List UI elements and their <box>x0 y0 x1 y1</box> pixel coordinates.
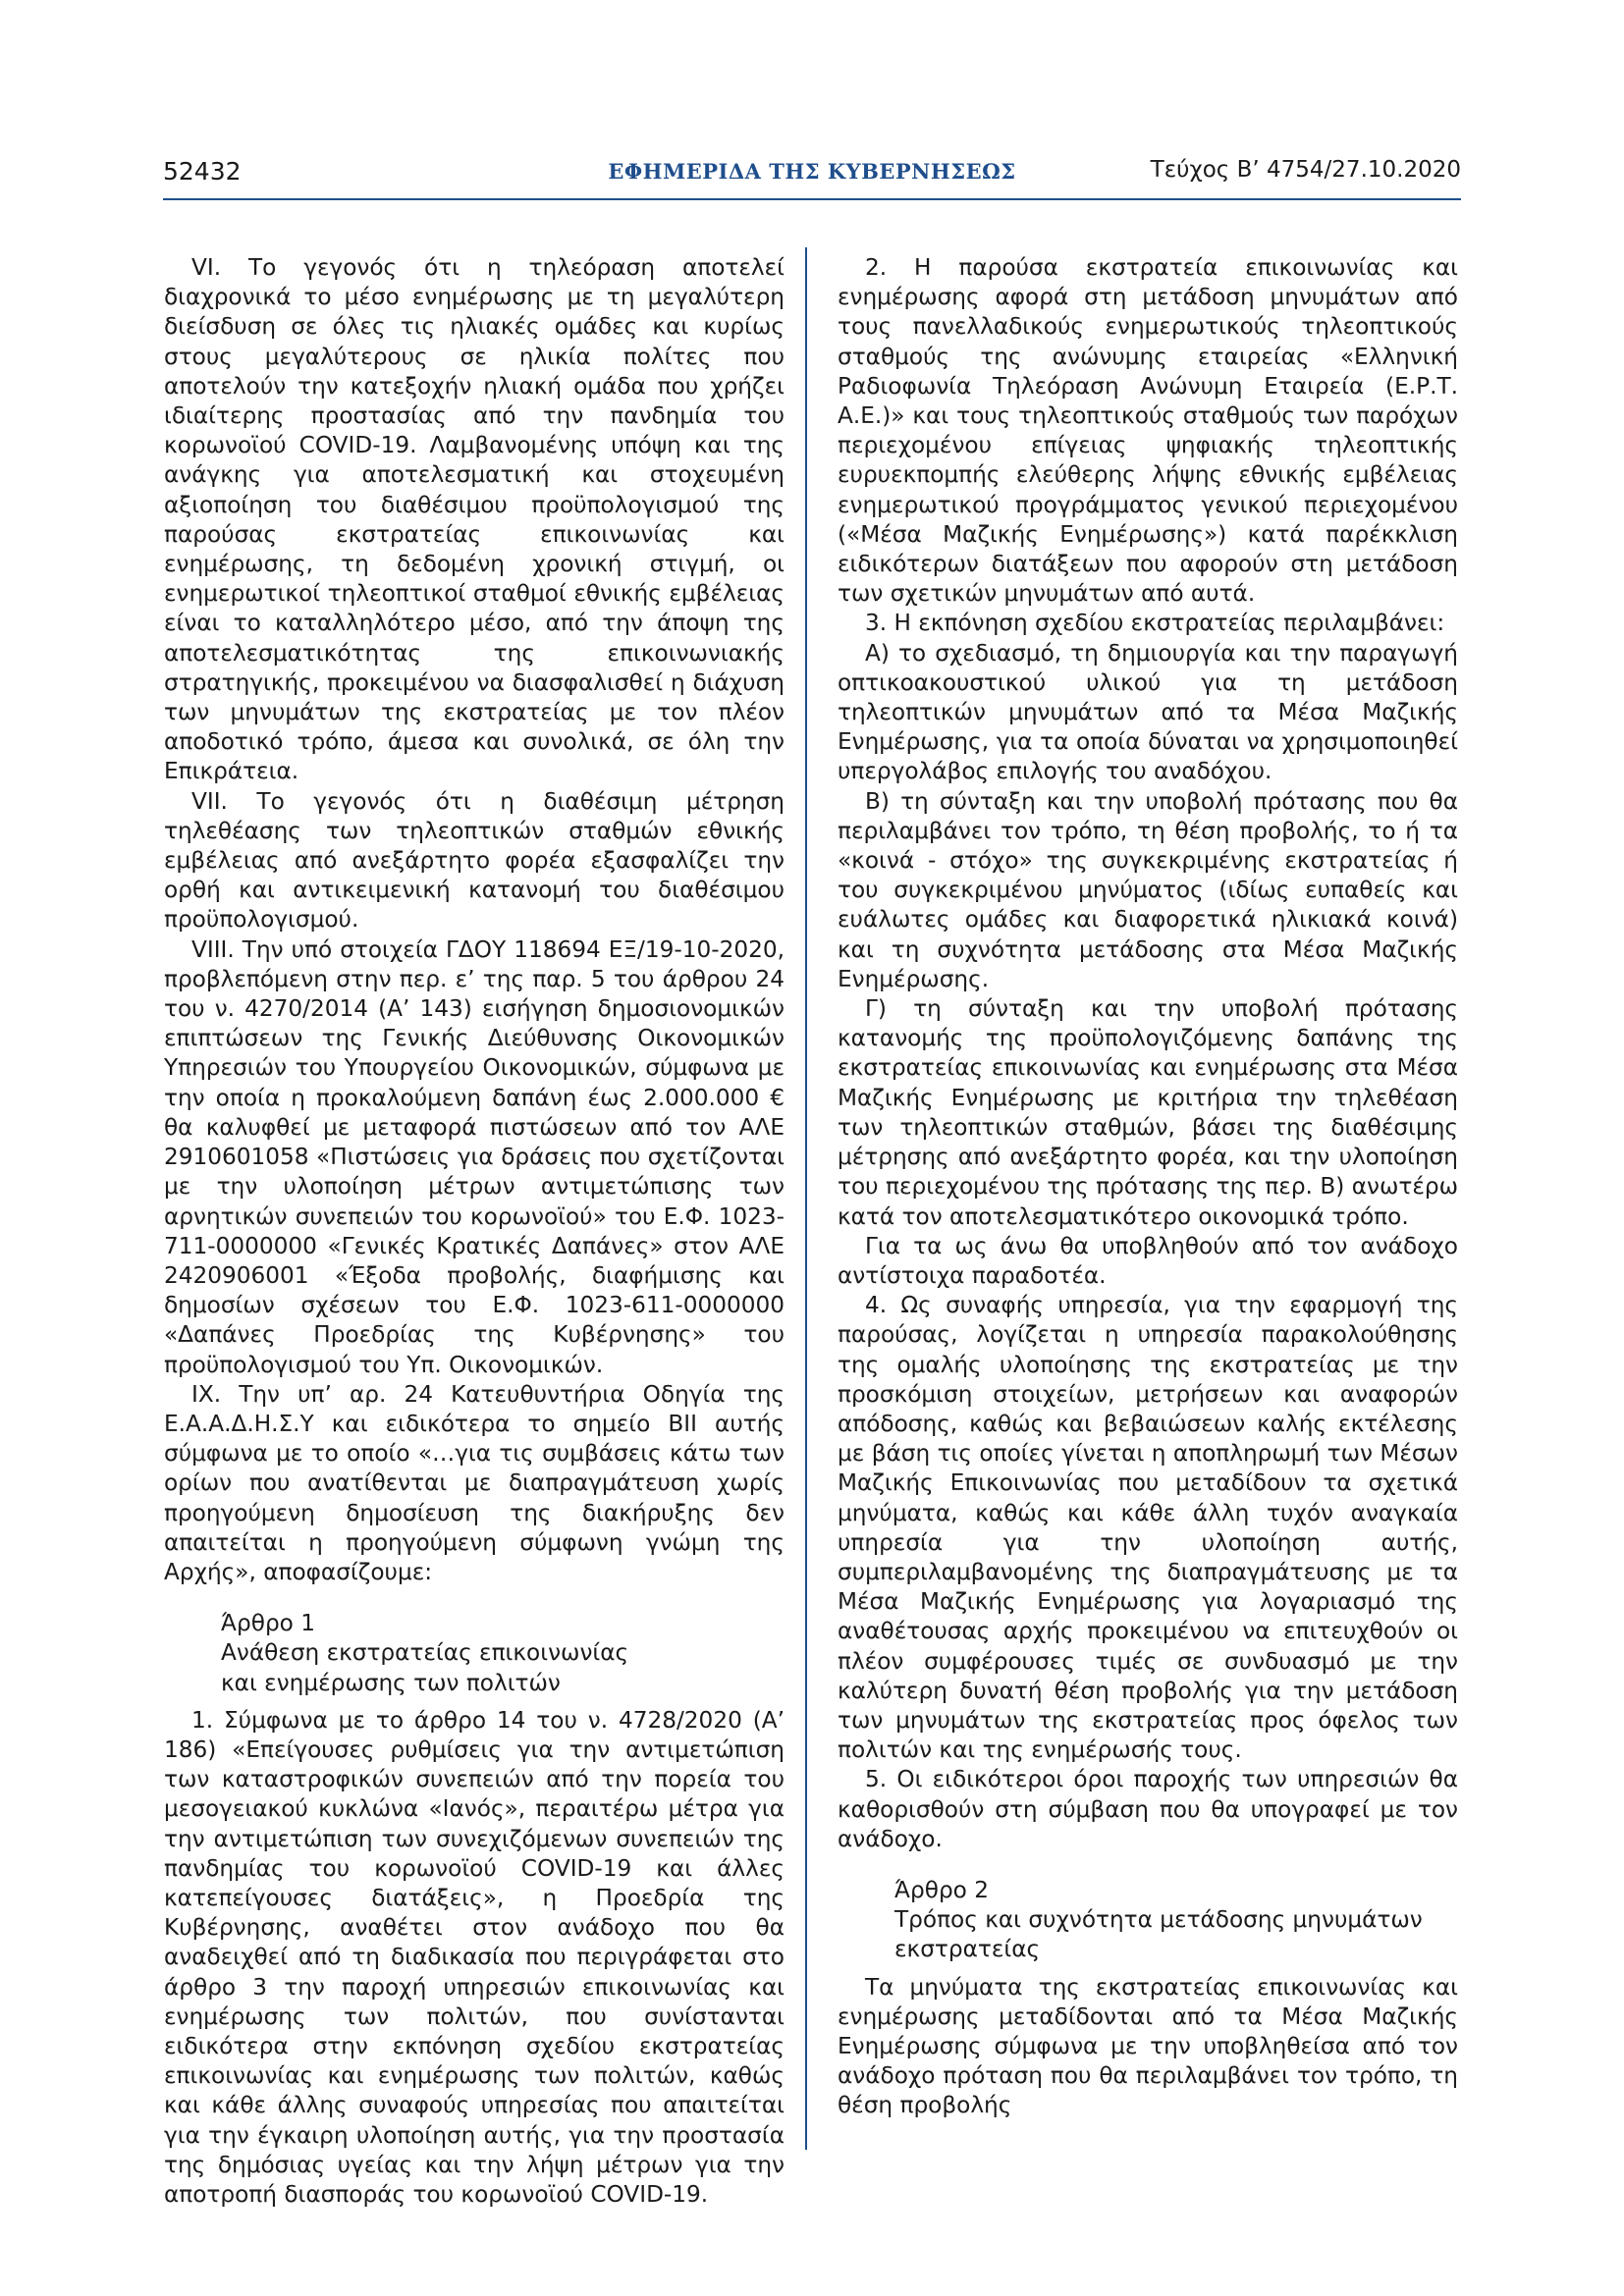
right-column <box>838 253 1458 2121</box>
item-a: Α) το σχεδιασμό, τη δημιουργία και την παραγωγή οπτικοακουστικού υλικού για τη μετάδοση τηλεοπτικών μηνυμάτων από τα Μέσα Μαζικής Ενημέρωσης, για τα οποία δύναται να χρησιμοποιηθεί υπεργολάβος επιλογής του αναδόχου. <box>838 639 1458 785</box>
paragraph-vii: VII. Το γεγονός ότι η διαθέσιμη μέτρηση τηλεθέασης των τηλεοπτικών σταθμών εθνικής εμβέλειας από ανεξάρτητο φορέα εξασφαλίζει την ορθή και αντικειμενική κατανομή του διαθέσιμου προϋπολογισμού. <box>164 787 785 934</box>
item-b: Β) τη σύνταξη και την υποβολή πρότασης που θα περιλαμβάνει τον τρόπο, τη θέση προβολής, το ή τα «κοινά - στόχο» της συγκεκριμένης εκστρατείας ή του συγκεκριμένου μηνύματος (ιδίως ευπαθείς και ευάλωτες ομάδες και διαφορετικά ηλικιακά κοινά) και τη συχνότητα μετάδοσης στα Μέσα Μαζικής Ενημέρωσης. <box>838 787 1458 992</box>
article-2-title-line1: Τρόπος και συχνότητα μετάδοσης μηνυμάτων <box>894 1906 1423 1934</box>
paragraph-viii: VIII. Την υπό στοιχεία ΓΔΟΥ 118694 ΕΞ/19-10-2020, προβλεπόμενη στην περ. ε’ της παρ. 5 του άρθρου 24 του ν. 4270/2014 (Α’ 143) εισήγηση δημοσιονομικών επιπτώσεων της Γενικής Διεύθυνσης Οικονομικών Υπηρεσιών του Υπουργείου Οικονομικών, σύμφωνα με την οποία η προκαλούμενη δαπάνη έως 2.000.000 € θα καλυφθεί με μεταφορά πιστώσεων από τον ΑΛΕ 2910601058 «Πιστώσεις για δράσεις που σχετίζονται με την υλοποίηση μέτρων αντιμετώπισης των αρνητικών συνεπειών του κορωνοϊού» του Ε.Φ. 1023-711-0000000 «Γενικές Κρατικές Δαπάνες» στον ΑΛΕ 2420906001 «Έξοδα προβολής, διαφήμισης και δημοσίων σχέσεων του Ε.Φ. 1023-611-0000000 «Δαπάνες Προεδρίας της Κυβέρνησης» του προϋπολογισμού του Υπ. Οικονομικών. <box>164 935 785 1378</box>
article-1-paragraph-5: 5. Οι ειδικότεροι όροι παροχής των υπηρεσιών θα καθορισθούν στη σύμβαση που θα υπογραφεί με τον ανάδοχο. <box>838 1766 1458 1852</box>
article-1-title-line1: Ανάθεση εκστρατείας επικοινωνίας <box>221 1639 629 1667</box>
article-1-paragraph-1: 1. Σύμφωνα με το άρθρο 14 του ν. 4728/2020 (Α’ 186) «Επείγουσες ρυθμίσεις για την αντιμετώπιση των καταστροφικών συνεπειών από την πορεία του μεσογειακού κυκλώνα «Ιανός», περαιτέρω μέτρα για την αντιμετώπιση των συνεχιζόμενων συνεπειών της πανδημίας του κορωνοϊού COVID-19 και άλλες κατεπείγουσες διατάξεις», η Προεδρία της Κυβέρνησης, αναθέτει στον ανάδοχο που θα αναδειχθεί από τη διαδικασία που περιγράφεται στο άρθρο 3 την παροχή υπηρεσιών επικοινωνίας και ενημέρωσης των πολιτών, που συνίστανται ειδικότερα στην εκπόνηση σχεδίου εκστρατείας επικοινωνίας και ενημέρωσης των πολιτών, καθώς και κάθε άλλης συναφούς υπηρεσίας που απαιτείται για την έγκαιρη υλοποίηση αυτής, για την προστασία της δημόσιας υγείας και την λήψη μέτρων για την αποτροπή διασποράς του κορωνοϊού COVID-19. <box>164 1706 785 2208</box>
page-header <box>163 157 1461 196</box>
page-number: 52432 <box>163 157 242 186</box>
article-1-title-line2: και ενημέρωσης των πολιτών <box>221 1669 561 1696</box>
header-rule <box>163 198 1461 200</box>
deliverables-note: Για τα ως άνω θα υποβληθούν από τον ανάδοχο αντίστοιχα παραδοτέα. <box>838 1232 1458 1289</box>
article-1-paragraph-2: 2. Η παρούσα εκστρατεία επικοινωνίας και ενημέρωσης αφορά στη μετάδοση μηνυμάτων από τους πανελλαδικούς ενημερωτικούς τηλεοπτικούς σταθμούς της ανώνυμης εταιρείας «Ελληνική Ραδιοφωνία Τηλεόραση Ανώνυμη Εταιρεία (Ε.Ρ.Τ. Α.Ε.)» και τους τηλεοπτικούς σταθμούς των παρόχων περιεχομένου επίγειας ψηφιακής τηλεοπτικής ευρυεκπομπής ελεύθερης λήψης εθνικής εμβέλειας ενημερωτικού προγράμματος γενικού περιεχομένου («Μέσα Μαζικής Ενημέρωσης») κατά παρέκκλιση ειδικότερων διατάξεων που αφορούν στη μετάδοση των σχετικών μηνυμάτων από αυτά. <box>838 254 1458 608</box>
left-column <box>164 253 785 2210</box>
article-1-paragraph-3: 3. Η εκπόνηση σχεδίου εκστρατείας περιλαμβάνει: <box>865 610 1445 637</box>
issue-label: Τεύχος Β’ 4754/27.10.2020 <box>1150 157 1461 183</box>
paragraph-vi: VI. Το γεγονός ότι η τηλεόραση αποτελεί διαχρονικά το μέσο ενημέρωσης με τη μεγαλύτερη διείσδυση σε όλες τις ηλιακές ομάδες και κυρίως στους μεγαλύτερους σε ηλικία πολίτες που αποτελούν την κατεξοχήν ηλιακή ομάδα που χρήζει ιδιαίτερης προστασίας από την πανδημία του κορωνοϊού COVID-19. Λαμβανομένης υπόψη και της ανάγκης για αποτελεσματική και στοχευμένη αξιοποίηση του διαθέσιμου προϋπολογισμού της παρούσας εκστρατείας επικοινωνίας και ενημέρωσης, τη δεδομένη χρονική στιγμή, οι ενημερωτικοί τηλεοπτικοί σταθμοί εθνικής εμβέλειας είναι το καταλληλότερο μέσο, από την άποψη της αποτελεσματικότητας της επικοινωνιακής στρατηγικής, προκειμένου να διασφαλισθεί η διάχυση των μηνυμάτων της εκστρατείας με τον πλέον αποδοτικό τρόπο, άμεσα και συνολικά, σε όλη την Επικράτεια. <box>164 254 785 785</box>
article-2-title-line2: εκστρατείας <box>894 1936 1041 1963</box>
article-2-paragraph: Τα μηνύματα της εκστρατείας επικοινωνίας και ενημέρωσης μεταδίδονται από τα Μέσα Μαζικής Ενημέρωσης σύμφωνα με την υποβληθείσα από τον ανάδοχο πρόταση που θα περιλαμβάνει τον τρόπο, τη θέση προβολής <box>838 1973 1458 2119</box>
article-1-paragraph-4: 4. Ως συναφής υπηρεσία, για την εφαρμογή της παρούσας, λογίζεται η υπηρεσία παρακολούθησης της ομαλής υλοποίησης της εκστρατείας με την προσκόμιση στοιχείων, μετρήσεων και αναφορών απόδοσης, καθώς και βεβαιώσεων καλής εκτέλεσης με βάση τις οποίες γίνεται η αποπληρωμή των Μέσων Μαζικής Επικοινωνίας που μεταδίδουν τα σχετικά μηνύματα, καθώς και κάθε άλλη τυχόν αναγκαία υπηρεσία για την υλοποίηση αυτής, συμπεριλαμβανομένης της διαπραγμάτευσης με τα Μέσα Μαζικής Ενημέρωσης για λογαριασμό της αναθέτουσας αρχής προκειμένου να επιτευχθούν οι πλέον συμφέρουσες τιμές σε συνδυασμό με την καλύτερη δυνατή θέση προβολής για την μετάδοση των μηνυμάτων της εκστρατείας προς όφελος των πολιτών και της ενημέρωσής τους. <box>838 1292 1458 1764</box>
article-2-number: Άρθρο 2 <box>894 1876 989 1903</box>
journal-title: ΕΦΗΜΕΡΙΔΑ ΤΗΣ ΚΥΒΕΡΝΗΣΕΩΣ <box>608 159 1016 184</box>
item-c: Γ) τη σύνταξη και την υποβολή πρότασης κατανομής της προϋπολογιζόμενης δαπάνης της εκστρατείας επικοινωνίας και ενημέρωσης στα Μέσα Μαζικής Ενημέρωσης με κριτήρια την τηλεθέαση των τηλεοπτικών σταθμών, βάσει της διαθέσιμης μέτρησης από ανεξάρτητο φορέα, και την υλοποίηση του περιεχομένου της πρότασης της περ. Β) ανωτέρω κατά τον αποτελεσματικότερο οικονομικά τρόπο. <box>838 995 1458 1230</box>
article-2-heading <box>894 1876 1458 1965</box>
column-divider <box>805 247 807 2150</box>
paragraph-ix: IX. Την υπ’ αρ. 24 Κατευθυντήρια Οδηγία της Ε.Α.Α.Δ.Η.Σ.Υ και ειδικότερα το σημείο ΒΙΙ αυτής σύμφωνα με το οποίο «…για τις συμβάσεις κάτω των ορίων που ανατίθενται με διαπραγμάτευση χωρίς προηγούμενη δημοσίευση της διακήρυξης δεν απαιτείται η προηγούμενη σύμφωνη γνώμη της Αρχής», αποφασίζουμε: <box>164 1380 785 1585</box>
article-1-heading <box>221 1609 785 1698</box>
article-1-number: Άρθρο 1 <box>221 1610 315 1637</box>
